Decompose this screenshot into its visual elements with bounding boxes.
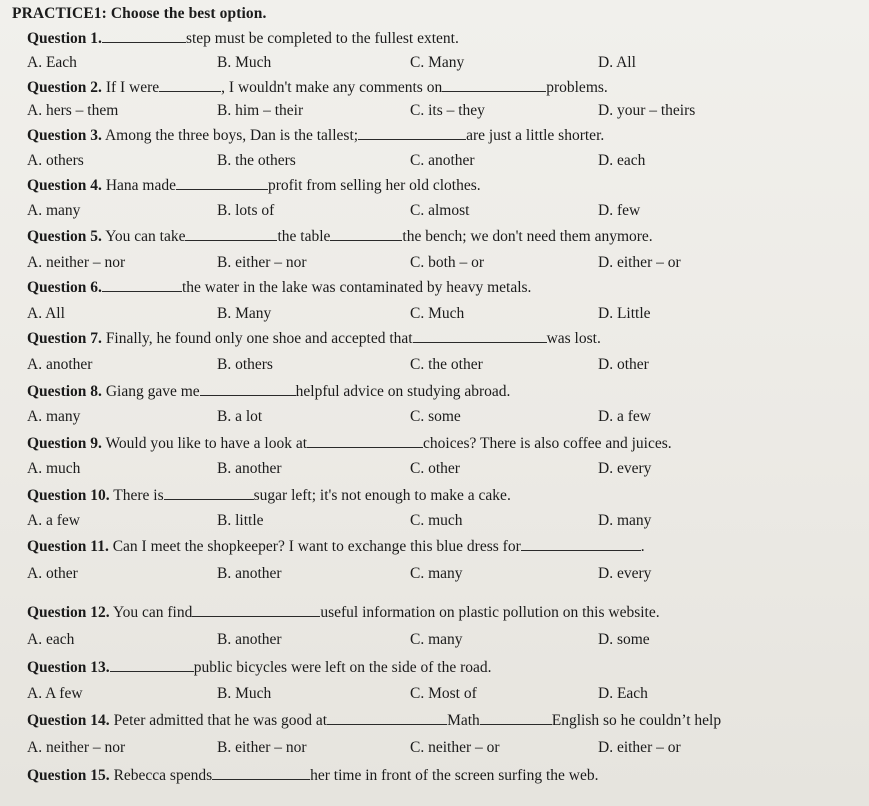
question-3-label: Question 3. (27, 127, 102, 144)
question-7-option-d: D. other (598, 356, 649, 373)
question-1-option-a: A. Each (27, 54, 77, 71)
question-4-option-c: C. almost (410, 202, 470, 219)
question-10-stem (27, 487, 511, 505)
question-13-option-d: D. Each (598, 685, 648, 702)
question-6-option-b: B. Many (217, 305, 272, 322)
question-10-text-1: There is (109, 487, 164, 504)
question-9-option-d: D. every (598, 460, 652, 477)
answer-blank (212, 767, 310, 780)
question-14-option-d: D. either – or (598, 739, 681, 756)
answer-blank (102, 279, 182, 292)
question-6-text-2: the water in the lake was contaminated by heavy metals. (181, 279, 532, 296)
question-13-text-2: public bicycles were left on the side of the road. (193, 659, 492, 676)
question-13-option-c: C. Most of (410, 685, 477, 702)
question-7-text-1: Finally, he found only one shoe and accepted that (101, 330, 413, 347)
question-15-text-1: Rebecca spends (109, 767, 213, 784)
question-8-option-c: C. some (410, 408, 461, 425)
question-11-option-d: D. every (598, 565, 652, 582)
question-11-option-c: C. many (410, 565, 463, 582)
question-1-stem (27, 30, 459, 48)
question-4-text-1: Hana made (101, 177, 176, 194)
question-14-stem (27, 712, 721, 730)
answer-blank (102, 30, 186, 43)
question-3-text-1: Among the three boys, Dan is the tallest; (101, 127, 359, 144)
question-4-text-2: profit from selling her old clothes. (267, 177, 481, 194)
question-8-option-d: D. a few (598, 408, 651, 425)
question-12-option-a: A. each (27, 631, 75, 648)
answer-blank (192, 604, 320, 617)
question-13-label: Question 13. (27, 659, 110, 676)
question-6-label: Question 6. (27, 279, 102, 296)
question-9-label: Question 9. (27, 435, 102, 452)
question-7-option-c: C. the other (410, 356, 483, 373)
question-12-option-b: B. another (217, 631, 282, 648)
question-6-option-c: C. Much (410, 305, 465, 322)
question-8-option-b: B. a lot (217, 408, 263, 425)
question-4-option-a: A. many (27, 202, 81, 219)
question-3-option-a: A. others (27, 152, 84, 169)
question-7-option-a: A. another (27, 356, 93, 373)
question-10-option-d: D. many (598, 512, 652, 529)
answer-blank (185, 228, 277, 241)
question-4-option-d: D. few (598, 202, 641, 219)
question-5-label: Question 5. (27, 228, 102, 245)
question-5-text-3: the bench; we don't need them anymore. (402, 228, 653, 245)
question-10-option-b: B. little (217, 512, 264, 529)
question-15-stem (27, 767, 599, 785)
question-15-label: Question 15. (27, 767, 110, 784)
question-11-label: Question 11. (27, 538, 109, 555)
answer-blank (110, 659, 194, 672)
question-2-option-b: B. him – their (217, 102, 304, 119)
answer-blank (330, 228, 402, 241)
question-4-stem (27, 177, 481, 195)
question-7-option-b: B. others (217, 356, 273, 373)
question-15-text-2: her time in front of the screen surfing the web. (310, 767, 599, 784)
question-12-option-c: C. many (410, 631, 463, 648)
question-9-stem (27, 435, 672, 453)
question-5-stem (27, 228, 653, 246)
answer-blank (164, 487, 254, 500)
question-2-stem (27, 79, 608, 97)
question-14-option-a: A. neither – nor (27, 739, 126, 756)
question-10-option-c: C. much (410, 512, 463, 529)
question-6-option-a: A. All (27, 305, 65, 322)
question-5-option-c: C. both – or (410, 254, 485, 271)
question-13-option-b: B. Much (217, 685, 272, 702)
answer-blank (521, 538, 641, 551)
question-1-option-d: D. All (598, 54, 636, 71)
question-8-stem (27, 383, 510, 401)
question-3-stem (27, 127, 604, 145)
question-1-label: Question 1. (27, 30, 102, 47)
question-14-text-1: Peter admitted that he was good at (109, 712, 328, 729)
answer-blank (200, 383, 296, 396)
question-13-stem (27, 659, 492, 677)
question-4-label: Question 4. (27, 177, 102, 194)
question-9-option-b: B. another (217, 460, 282, 477)
question-7-text-2: was lost. (546, 330, 601, 347)
question-10-text-2: sugar left; it's not enough to make a cake. (253, 487, 511, 504)
question-12-text-2: useful information on plastic pollution on this website. (320, 604, 660, 621)
question-14-option-b: B. either – nor (217, 739, 307, 756)
question-14-label: Question 14. (27, 712, 110, 729)
question-11-option-a: A. other (27, 565, 78, 582)
question-9-text-2: choices? There is also coffee and juices. (423, 435, 672, 452)
answer-blank (307, 435, 423, 448)
question-9-text-1: Would you like to have a look at (101, 435, 308, 452)
question-7-stem (27, 330, 601, 348)
answer-blank (480, 712, 552, 725)
question-2-option-d: D. your – theirs (598, 102, 696, 119)
question-1-text-2: step must be completed to the fullest extent. (185, 30, 459, 47)
answer-blank (159, 79, 221, 92)
question-3-option-d: D. each (598, 152, 646, 169)
question-14-text-2: Math (447, 712, 480, 729)
question-8-text-2: helpful advice on studying abroad. (295, 383, 511, 400)
question-13-option-a: A. A few (27, 685, 83, 702)
question-10-option-a: A. a few (27, 512, 80, 529)
question-2-label: Question 2. (27, 79, 102, 96)
answer-blank (176, 177, 268, 190)
question-10-label: Question 10. (27, 487, 110, 504)
question-11-option-b: B. another (217, 565, 282, 582)
question-8-label: Question 8. (27, 383, 102, 400)
question-12-text-1: You can find (109, 604, 193, 621)
question-2-option-c: C. its – they (410, 102, 485, 119)
question-2-text-3: problems. (546, 79, 608, 96)
question-9-option-c: C. other (410, 460, 460, 477)
question-7-label: Question 7. (27, 330, 102, 347)
question-12-label: Question 12. (27, 604, 110, 621)
question-2-text-2: , I wouldn't make any comments on (221, 79, 443, 96)
answer-blank (442, 79, 546, 92)
question-6-stem (27, 279, 531, 297)
question-11-text-1: Can I meet the shopkeeper? I want to exchange this blue dress for (108, 538, 521, 555)
question-5-text-1: You can take (101, 228, 186, 245)
question-1-option-c: C. Many (410, 54, 465, 71)
question-3-text-2: are just a little shorter. (466, 127, 605, 144)
question-4-option-b: B. lots of (217, 202, 275, 219)
answer-blank (413, 330, 547, 343)
question-5-option-a: A. neither – nor (27, 254, 126, 271)
question-5-option-d: D. either – or (598, 254, 681, 271)
question-5-text-2: the table (277, 228, 331, 245)
question-9-option-a: A. much (27, 460, 81, 477)
question-11-stem (27, 538, 645, 556)
answer-blank (327, 712, 447, 725)
answer-blank (358, 127, 466, 140)
question-3-option-b: B. the others (217, 152, 296, 169)
question-2-text-1: If I were (101, 79, 160, 96)
question-8-text-1: Giang gave me (101, 383, 200, 400)
question-14-text-3: English so he couldn’t help (551, 712, 722, 729)
question-12-option-d: D. some (598, 631, 650, 648)
question-11-text-2: . (640, 538, 645, 555)
question-2-option-a: A. hers – them (27, 102, 119, 119)
question-5-option-b: B. either – nor (217, 254, 307, 271)
worksheet-title: PRACTICE1: Choose the best option. (12, 5, 267, 22)
question-8-option-a: A. many (27, 408, 81, 425)
question-14-option-c: C. neither – or (410, 739, 500, 756)
question-12-stem (27, 604, 660, 622)
question-1-option-b: B. Much (217, 54, 272, 71)
question-3-option-c: C. another (410, 152, 475, 169)
question-6-option-d: D. Little (598, 305, 651, 322)
